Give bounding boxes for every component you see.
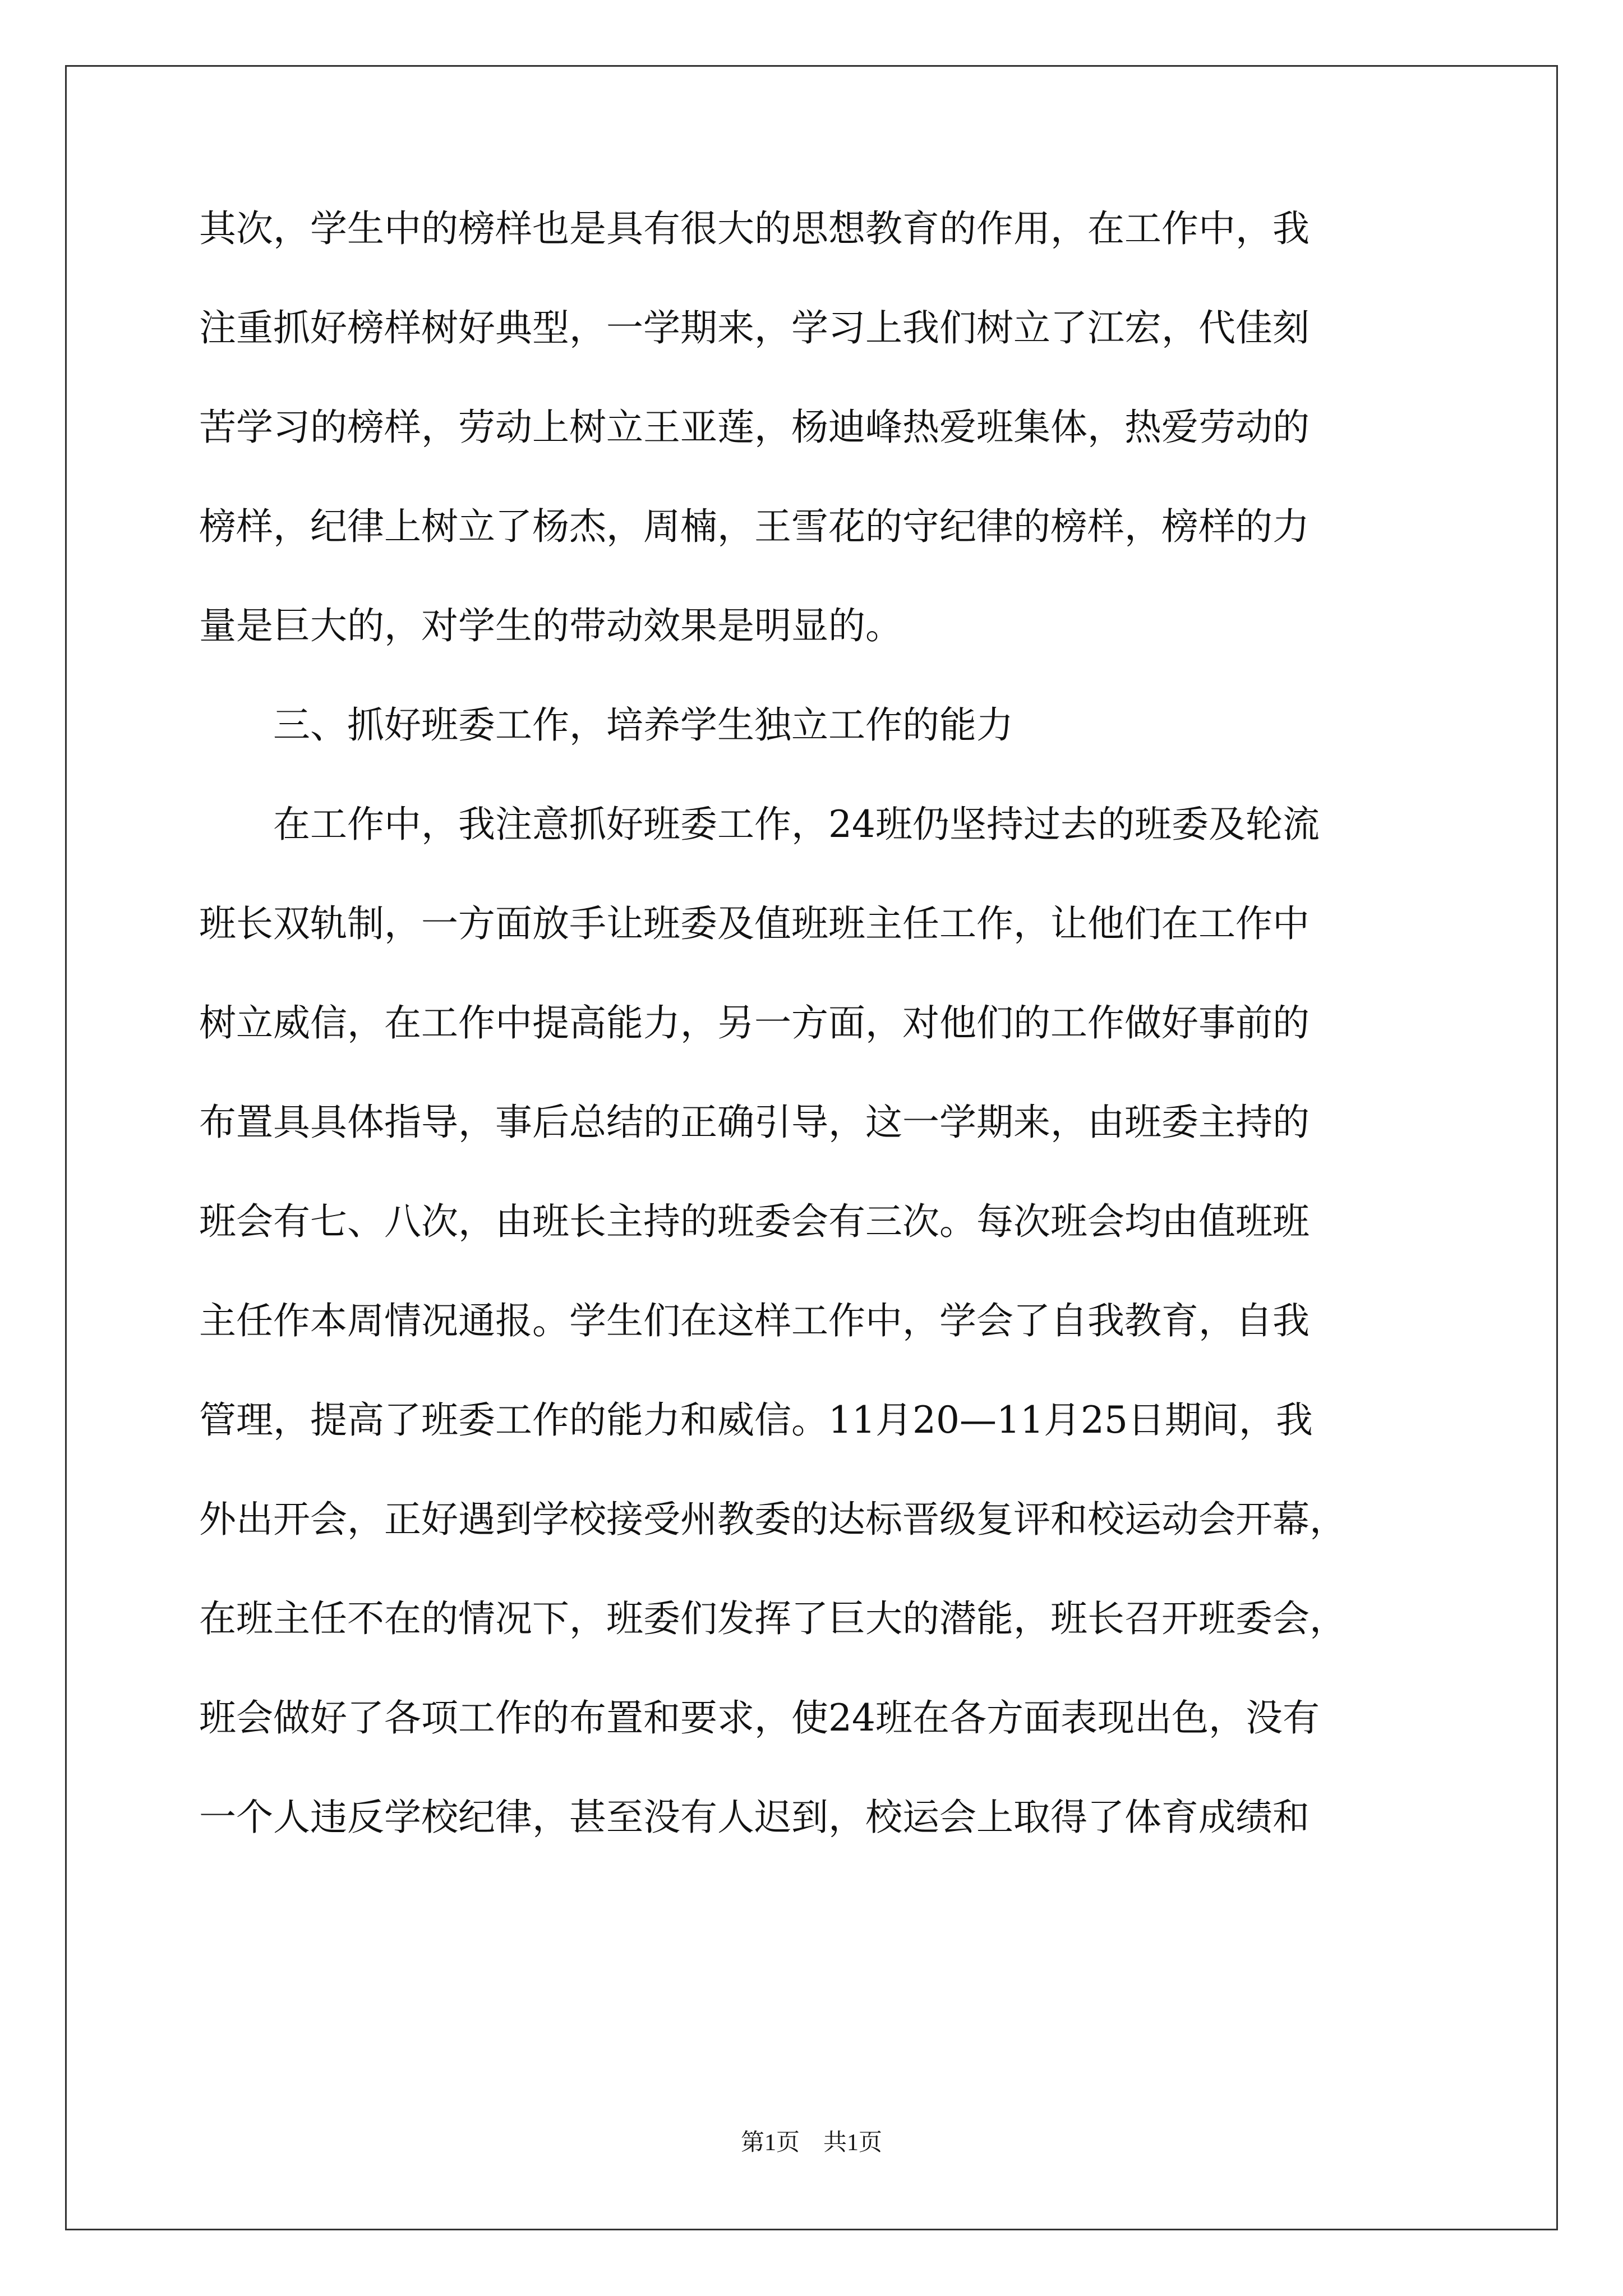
text-line: 其次，学生中的榜样也是具有很大的思想教育的作用，在工作中，我 [199, 207, 1310, 250]
text-line: 苦学习的榜样，劳动上树立王亚莲，杨迪峰热爱班集体，热爱劳动的 [199, 406, 1310, 449]
text-line: 树立威信，在工作中提高能力，另一方面，对他们的工作做好事前的 [199, 1001, 1310, 1045]
text-line: 量是巨大的，对学生的带动效果是明显的。 [199, 604, 902, 647]
text-line: 注重抓好榜样树好典型，一学期来，学习上我们树立了江宏，代佳刻 [199, 306, 1310, 349]
text-line: 一个人违反学校纪律，甚至没有人迟到，校运会上取得了体育成绩和 [199, 1796, 1310, 1839]
text-line: 管理，提高了班委工作的能力和威信。11月20—11月25日期间，我 [199, 1398, 1313, 1442]
text-line: 班长双轨制，一方面放手让班委及值班班主任工作，让他们在工作中 [199, 902, 1310, 945]
text-line: 班会有七、八次，由班长主持的班委会有三次。每次班会均由值班班 [199, 1200, 1310, 1243]
text-line: 主任作本周情况通报。学生们在这样工作中，学会了自我教育，自我 [199, 1299, 1310, 1342]
text-line: 在班主任不在的情况下，班委们发挥了巨大的潜能，班长召开班委会， [199, 1597, 1347, 1640]
page-border [65, 65, 1558, 2230]
text-line: 班会做好了各项工作的布置和要求，使24班在各方面表现出色，没有 [199, 1696, 1320, 1740]
text-line: 布置具具体指导，事后总结的正确引导，这一学期来，由班委主持的 [199, 1101, 1310, 1144]
text-line: 榜样，纪律上树立了杨杰，周楠，王雪花的守纪律的榜样，榜样的力 [199, 505, 1310, 548]
page-footer: 第1页 共1页 [740, 2130, 882, 2156]
text-line: 在工作中，我注意抓好班委工作，24班仍坚持过去的班委及轮流 [199, 803, 1320, 846]
section-heading: 三、抓好班委工作，培养学生独立工作的能力 [199, 703, 1013, 747]
text-line: 外出开会，正好遇到学校接受州教委的达标晋级复评和校运动会开幕， [199, 1498, 1347, 1541]
